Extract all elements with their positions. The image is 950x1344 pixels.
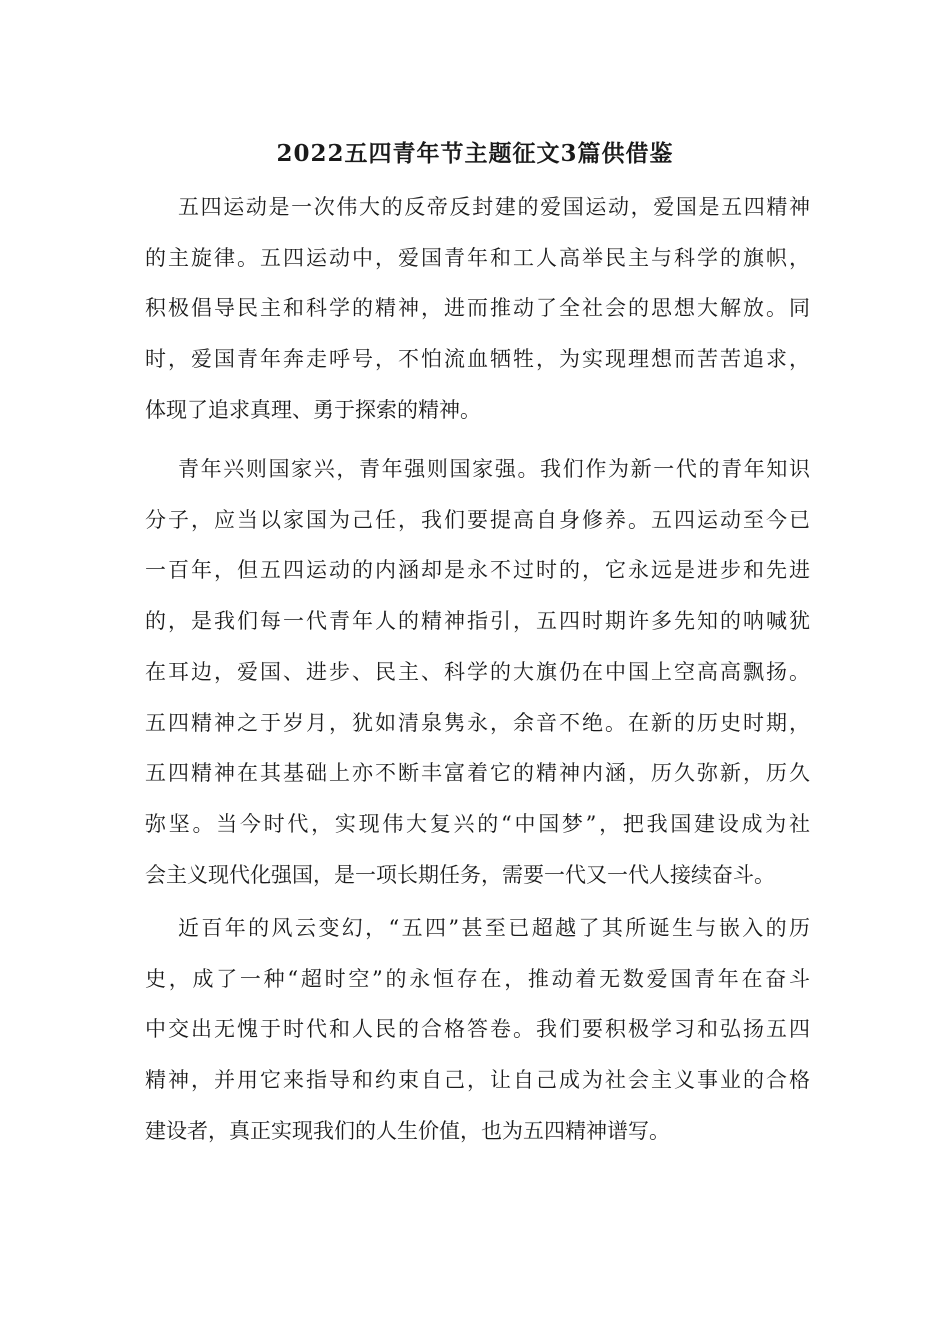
paragraph-line: 在耳边，爱国、进步、民主、科学的大旗仍在中国上空高高飘扬。 (145, 660, 810, 684)
paragraph-line: 时，爱国青年奔走呼号，不怕流血牺牲，为实现理想而苦苦追求， (145, 347, 810, 371)
paragraph-line: 五四精神在其基础上亦不断丰富着它的精神内涵，历久弥新，历久 (145, 761, 810, 785)
paragraph-line: 弥坚。当今时代，实现伟大复兴的“中国梦”，把我国建设成为社 (145, 812, 810, 836)
paragraph-line: 五四精神之于岁月，犹如清泉隽永，余音不绝。在新的历史时期， (145, 711, 810, 735)
paragraph-line: 五四运动是一次伟大的反帝反封建的爱国运动，爱国是五四精神 (178, 195, 810, 219)
paragraph-line: 的主旋律。五四运动中，爱国青年和工人高举民主与科学的旗帜， (145, 246, 810, 270)
paragraph-line: 一百年，但五四运动的内涵却是永不过时的，它永远是进步和先进 (145, 558, 810, 582)
paragraph-line: 精神，并用它来指导和约束自己，让自己成为社会主义事业的合格 (145, 1068, 810, 1092)
paragraph-line: 体现了追求真理、勇于探索的精神。 (145, 398, 481, 422)
paragraph-line: 青年兴则国家兴，青年强则国家强。我们作为新一代的青年知识 (178, 457, 810, 481)
paragraph-line: 积极倡导民主和科学的精神，进而推动了全社会的思想大解放。同 (145, 296, 810, 320)
paragraph-line: 中交出无愧于时代和人民的合格答卷。我们要积极学习和弘扬五四 (145, 1017, 810, 1041)
paragraph-line: 近百年的风云变幻，“五四”甚至已超越了其所诞生与嵌入的历 (178, 916, 810, 940)
paragraph-line: 史，成了一种“超时空”的永恒存在，推动着无数爱国青年在奋斗 (145, 967, 810, 991)
paragraph-line: 建设者，真正实现我们的人生价值，也为五四精神谱写。 (145, 1119, 670, 1143)
paragraph-line: 分子，应当以家国为己任，我们要提高自身修养。五四运动至今已 (145, 508, 810, 532)
document-title: 2022五四青年节主题征文3篇供借鉴 (276, 140, 674, 167)
paragraph-line: 的，是我们每一代青年人的精神指引，五四时期许多先知的呐喊犹 (145, 609, 810, 633)
paragraph-line: 会主义现代化强国，是一项长期任务，需要一代又一代人接续奋斗。 (145, 863, 775, 887)
